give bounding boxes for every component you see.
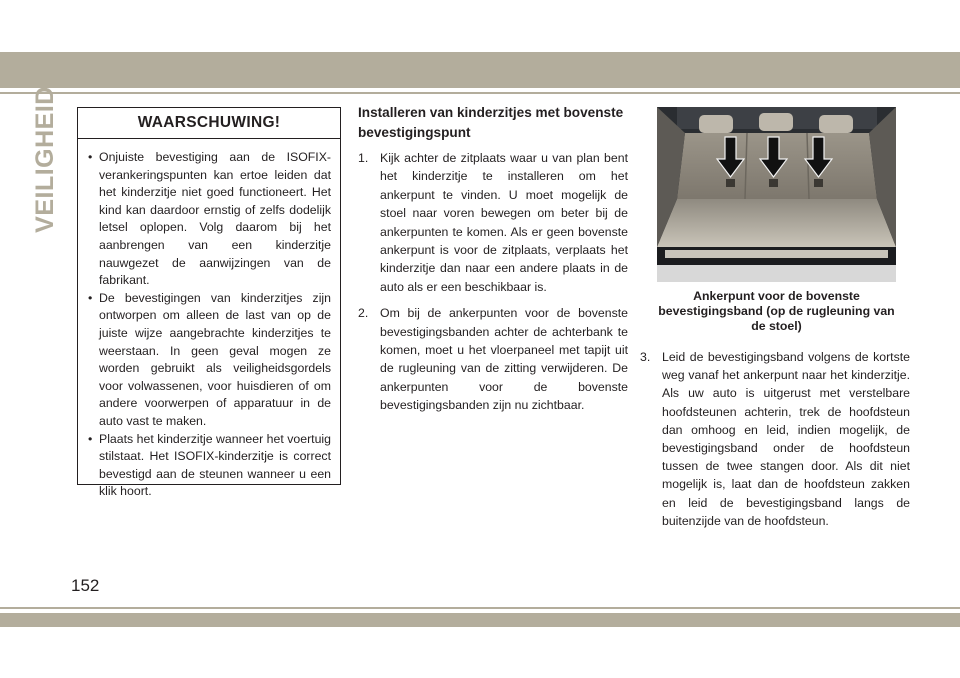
footer-rule	[0, 607, 960, 609]
step-text: Kijk achter de zitplaats waar u van plan bent het kinderzitje te installeren om het ankerpunt te vinden. U moet mogelijk de stoel naar voren bewegen om beter bij de ankerpunten te komen. Als er geen bovenste ankerpunt is voor de zitplaats, verplaats het kinderzitje dan naar een andere plaats in de auto als er een beschikbaar is.	[380, 151, 628, 294]
instructions-column-continued	[640, 348, 910, 538]
warning-box	[77, 107, 341, 499]
warning-item: • De bevestigingen van kinderzitjes zijn ontworpen om alleen de last van op de juiste wijze aangebrachte kinderzitjes te weerstaan. In geen geval mogen ze worden gebruikt als veiligheidsgordels voor volwassenen, voor huisdieren of om andere voorwerpen of apparatuur in de auto vast te maken.	[90, 290, 331, 431]
warning-item: • Onjuiste bevestiging aan de ISOFIX-verankeringspunten kan ertoe leiden dat het kinderzitje niet goed functioneert. Het kind kan daardoor ernstig of zelfs dodelijk letsel oplopen. Volg daarom bij het aanbrengen van een kinderzitje nauwgezet de aanwijzingen van de fabrikant.	[90, 149, 331, 290]
step-item	[358, 304, 628, 414]
step-number: 1.	[358, 151, 369, 165]
figure-caption: Ankerpunt voor de bovenste bevestigingsband (op de rugleuning van de stoel)	[658, 289, 895, 333]
warning-title: WAARSCHUWING!	[78, 108, 340, 139]
header-rule	[0, 92, 960, 94]
page-number: 152	[71, 576, 100, 595]
warning-item: • Plaats het kinderzitje wanneer het voertuig stilstaat. Het ISOFIX-kinderzitje is correct bevestigd aan de steunen wanneer u een klik hoort.	[90, 431, 331, 501]
section-heading: Installeren van kinderzitjes met bovenste bevestigingspunt	[358, 105, 624, 140]
header-band	[0, 52, 960, 88]
cargo-area-photo	[657, 107, 896, 282]
cargo-area-illustration	[657, 107, 896, 282]
step-item	[640, 348, 910, 530]
section-tab	[27, 85, 63, 233]
step-item	[358, 149, 628, 296]
instructions-column	[358, 103, 628, 423]
steps-list	[640, 348, 910, 530]
step-text: Leid de bevestigingsband volgens de kortste weg vanaf het ankerpunt naar het kinderzitje. Als uw auto is uitgerust met verstelbare hoofdsteunen achterin, trek de hoofdsteun dan omhoog en leid, indien mogelijk, de bevestigingsband onder de hoofdsteun tussen de twee stangen door. Als dit niet mogelijk is, laat dan de hoofdsteun zakken en leid de bevestigingsband langs de buitenzijde van de hoofdsteun.	[662, 350, 910, 528]
steps-list	[358, 149, 628, 415]
step-number: 3.	[640, 350, 651, 364]
step-number: 2.	[358, 306, 369, 321]
footer-band	[0, 613, 960, 627]
step-text: Om bij de ankerpunten voor de bovenste bevestigingsbanden achter de achterbank te komen, moet u het vloerpaneel met tapijt uit de rugleuning van de zitting verwijderen. De ankerpunten voor de bovenste bevestigingsbanden zijn nu zichtbaar.	[380, 306, 628, 413]
warning-list	[78, 139, 340, 501]
section-tab-label: VEILIGHEID	[30, 85, 59, 233]
